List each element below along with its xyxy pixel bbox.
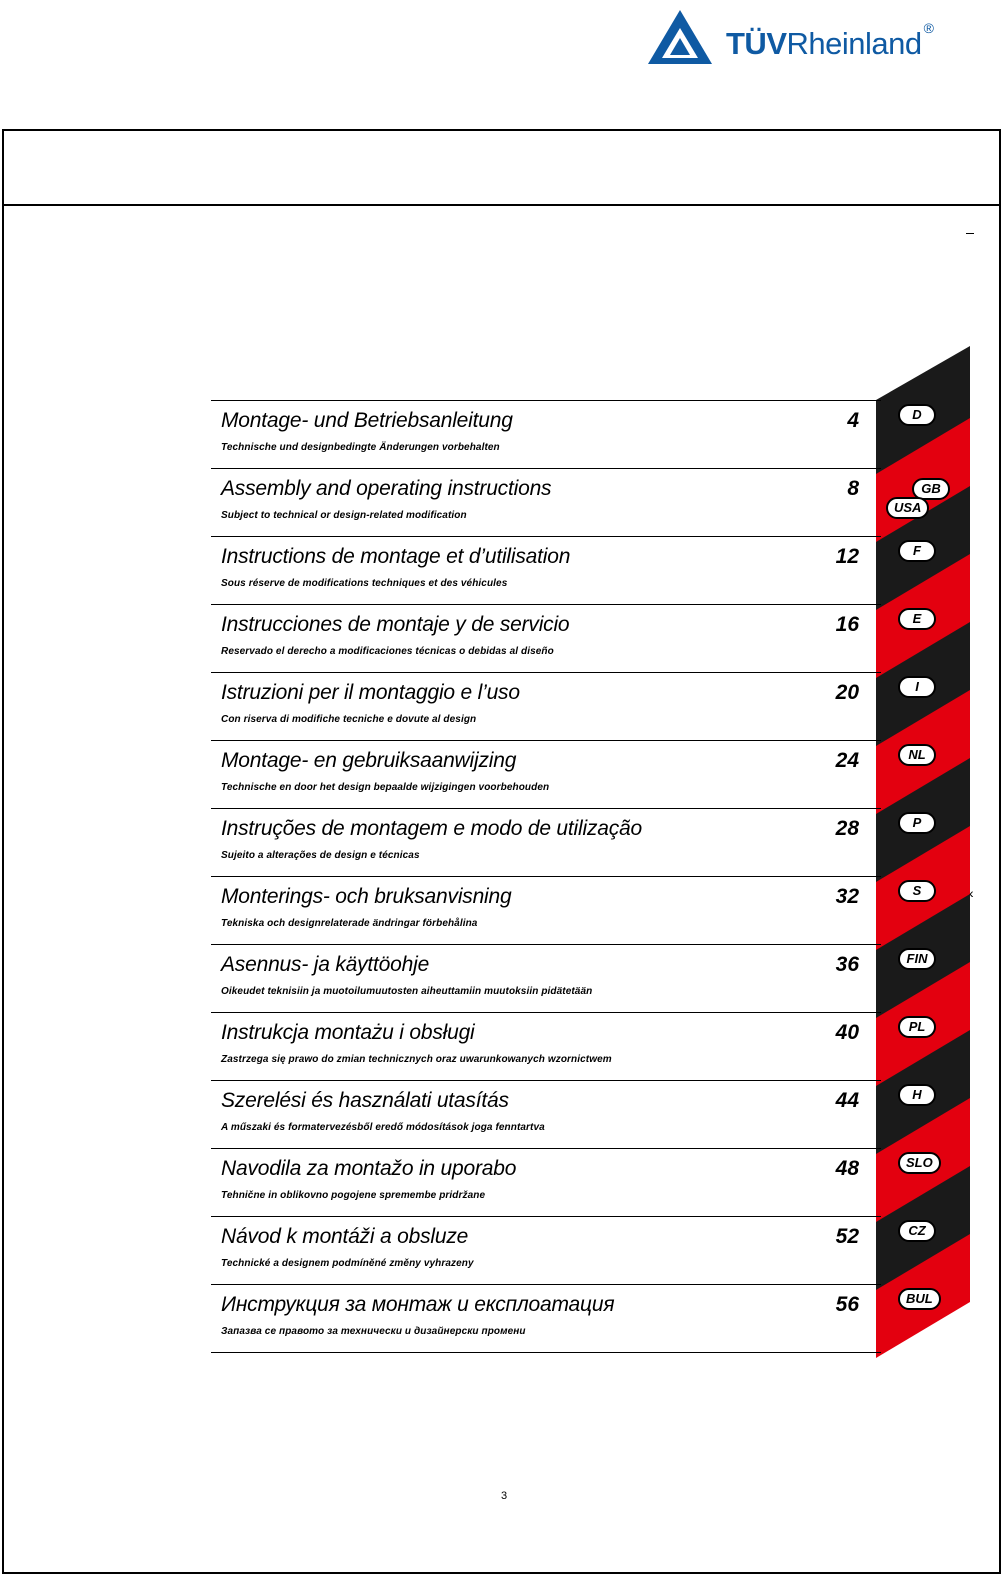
- toc-entry[interactable]: [211, 604, 881, 672]
- toc-entry[interactable]: [211, 1080, 881, 1148]
- toc-entry-page: 44: [835, 1089, 859, 1112]
- language-code-badge: S: [898, 880, 936, 902]
- toc-entry-subtitle: Subject to technical or design-related modification: [221, 510, 467, 521]
- language-code-badge: PL: [898, 1016, 936, 1038]
- toc-entry-subtitle: Reservado el derecho a modificaciones técnicas o debidas al diseño: [221, 646, 554, 657]
- language-code-badge: F: [898, 540, 936, 562]
- toc-entry-subtitle: Technische en door het design bepaalde wijzigingen voorbehouden: [221, 782, 550, 793]
- toc-entry-page: 16: [835, 613, 859, 636]
- language-tab-strip: [876, 346, 972, 1358]
- margin-mark: ‹: [969, 885, 974, 901]
- language-code-badge: H: [898, 1084, 936, 1106]
- toc-entry-title: Assembly and operating instructions: [221, 477, 552, 500]
- toc-entry-page: 32: [835, 885, 859, 908]
- toc-entry[interactable]: [211, 1012, 881, 1080]
- toc-entry-subtitle: Zastrzega się prawo do zmian technicznych oraz uwarunkowanych wzornictwem: [221, 1054, 612, 1065]
- language-code-badge: FIN: [898, 948, 936, 970]
- toc-entry-title: Instrucciones de montaje y de servicio: [221, 613, 570, 636]
- language-code-badge: E: [898, 608, 936, 630]
- logo-name-bold: TÜV: [726, 26, 787, 61]
- registered-mark: ®: [923, 19, 934, 36]
- toc-entry-title: Asennus- ja käyttöohje: [221, 953, 430, 976]
- toc-entry-page: 12: [835, 545, 859, 568]
- toc-entry-subtitle: Oikeudet teknisiin ja muotoilumuutosten aiheuttamiin muutoksiin pidätetään: [221, 986, 593, 997]
- toc-entry-page: 8: [847, 477, 859, 500]
- toc-entry-subtitle: Запазва се правото за технически и дизайнерски промени: [221, 1326, 526, 1337]
- language-code-badge: GB: [912, 478, 950, 500]
- toc-entry-title: Montage- en gebruiksaanwijzing: [221, 749, 517, 772]
- toc-entry-page: 20: [835, 681, 859, 704]
- dash-mark: [966, 233, 974, 234]
- language-code-badge: I: [898, 676, 936, 698]
- toc-entry-page: 4: [847, 409, 859, 432]
- toc-entry[interactable]: [211, 944, 881, 1012]
- toc-entry-page: 28: [835, 817, 859, 840]
- language-code-badge: NL: [898, 744, 936, 766]
- toc-entry[interactable]: [211, 536, 881, 604]
- tuv-rheinland-logo: [646, 8, 976, 70]
- toc-entry-subtitle: A műszaki és formatervezésből eredő módosítások joga fenntartva: [221, 1122, 545, 1133]
- toc-entry-subtitle: Tekniska och designrelaterade ändringar förbehålina: [221, 918, 478, 929]
- toc-entry-page: 48: [835, 1157, 859, 1180]
- toc-entry[interactable]: [211, 808, 881, 876]
- logo-wordmark: [726, 19, 934, 62]
- toc-entry[interactable]: [211, 672, 881, 740]
- toc-entry-title: Istruzioni per il montaggio e l’uso: [221, 681, 520, 704]
- toc-entry-subtitle: Sous réserve de modifications techniques et des véhicules: [221, 578, 508, 589]
- language-code-badge: USA: [886, 497, 929, 519]
- toc-entry-page: 36: [835, 953, 859, 976]
- toc-entry-subtitle: Con riserva di modifiche tecniche e dovute al design: [221, 714, 477, 725]
- toc-entry-title: Instructions de montage et d’utilisation: [221, 545, 571, 568]
- toc-entry-title: Montage- und Betriebsanleitung: [221, 409, 513, 432]
- toc-entry-page: 24: [835, 749, 859, 772]
- frame-header: [4, 131, 999, 206]
- page-number: 3: [500, 1490, 508, 1502]
- toc-entry-page: 56: [835, 1293, 859, 1316]
- language-code-badge: BUL: [898, 1288, 941, 1310]
- language-code-badge: CZ: [898, 1220, 936, 1242]
- toc-entry[interactable]: [211, 468, 881, 536]
- toc-entry[interactable]: [211, 1216, 881, 1284]
- toc-entry[interactable]: [211, 1148, 881, 1216]
- toc-entry-subtitle: Sujeito a alterações de design e técnicas: [221, 850, 420, 861]
- toc-entry[interactable]: [211, 740, 881, 808]
- toc-entry-title: Instrukcja montażu i obsługi: [221, 1021, 475, 1044]
- toc-entry-title: Monterings- och bruksanvisning: [221, 885, 512, 908]
- tuv-triangle-icon: [646, 8, 716, 70]
- toc-entry-subtitle: Technische und designbedingte Änderungen vorbehalten: [221, 442, 500, 453]
- toc-entry-title: Instruções de montagem e modo de utilização: [221, 817, 642, 840]
- toc-entry[interactable]: [211, 400, 881, 468]
- toc-entry-subtitle: Tehnične in oblikovno pogojene spremembe pridržane: [221, 1190, 486, 1201]
- toc-entry-title: Navodila za montažo in uporabo: [221, 1157, 517, 1180]
- language-code-badge: D: [898, 404, 936, 426]
- logo-name-regular: Rheinland: [786, 26, 922, 61]
- toc-entry-title: Návod k montáži a obsluze: [221, 1225, 469, 1248]
- toc-entry-title: Szerelési és használati utasítás: [221, 1089, 509, 1112]
- toc-entry-subtitle: Technické a designem podmíněné změny vyhrazeny: [221, 1258, 474, 1269]
- toc-entry-title: Инструкция за монтаж и експлоатация: [221, 1293, 615, 1316]
- toc-entry-page: 40: [835, 1021, 859, 1044]
- toc-entry[interactable]: [211, 876, 881, 944]
- language-code-badge: SLO: [898, 1152, 941, 1174]
- toc-entry[interactable]: [211, 1284, 881, 1353]
- language-code-badge: P: [898, 812, 936, 834]
- toc-entry-page: 52: [835, 1225, 859, 1248]
